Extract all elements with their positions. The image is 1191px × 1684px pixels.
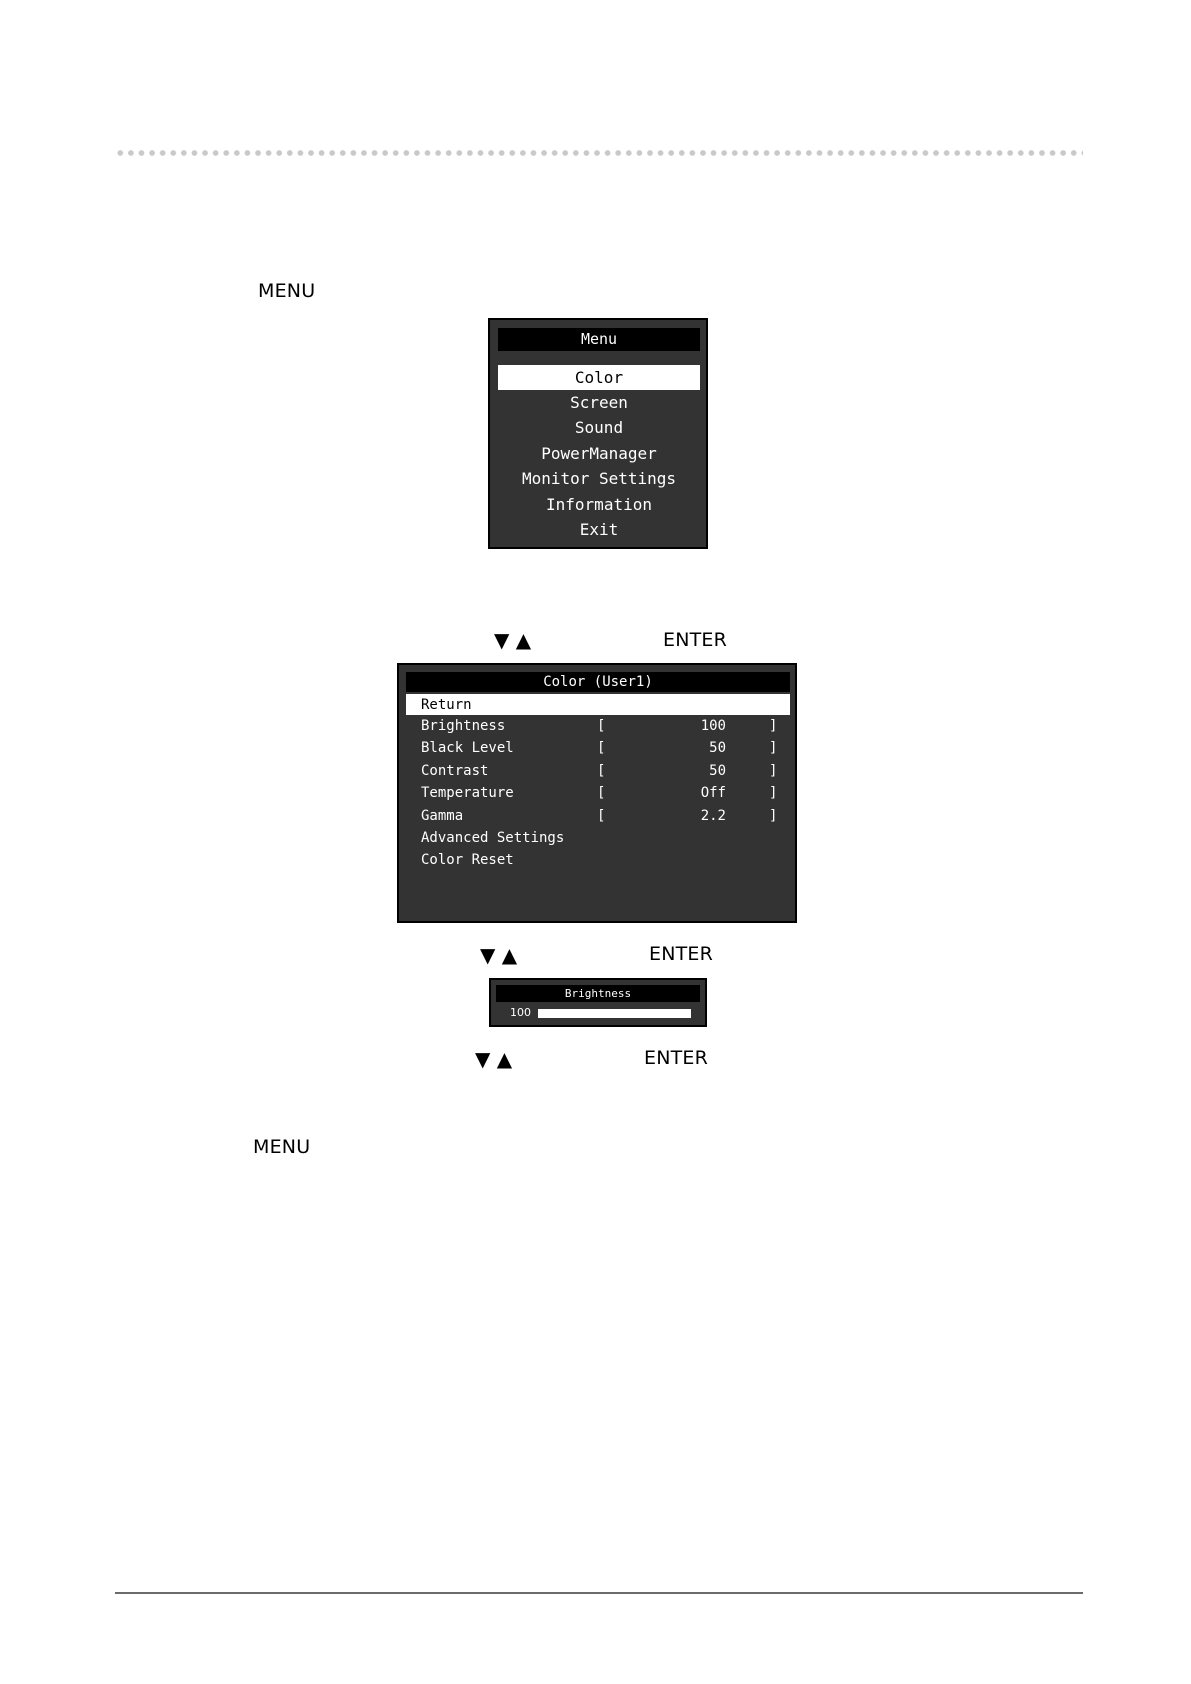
dotted-divider: [115, 149, 1083, 157]
enter-key-label: ENTER: [644, 1047, 709, 1069]
row-label: Gamma: [421, 807, 464, 824]
color-row-black-level[interactable]: [406, 737, 790, 759]
enter-key-label: ENTER: [663, 629, 728, 651]
color-row-gamma[interactable]: [406, 805, 790, 827]
row-value: 100: [700, 718, 726, 734]
row-label: Temperature: [421, 785, 514, 802]
row-value: 50: [709, 740, 726, 757]
right-bracket: ]: [769, 807, 778, 824]
menu-item-exit[interactable]: Exit: [579, 519, 619, 539]
menu-key-label: MENU: [258, 280, 316, 302]
brightness-slider[interactable]: [538, 1009, 691, 1018]
right-bracket: ]: [769, 718, 778, 734]
row-label: Contrast: [421, 762, 489, 779]
color-row-return[interactable]: [406, 694, 790, 715]
menu-item-powermanager[interactable]: PowerManager: [541, 443, 657, 463]
row-label: Black Level: [421, 740, 514, 757]
osd-menu-items: [498, 365, 700, 542]
osd-brightness-adjust: [489, 978, 707, 1027]
left-bracket: [: [597, 718, 606, 734]
color-row-contrast[interactable]: [406, 760, 790, 782]
left-bracket: [: [597, 740, 606, 757]
menu-item-screen[interactable]: Screen: [570, 393, 628, 412]
left-bracket: [: [597, 807, 606, 824]
footer-divider: [115, 1592, 1083, 1594]
row-label: Advanced Settings: [421, 829, 565, 846]
row-value: 50: [709, 762, 726, 779]
brightness-value: 100: [510, 1006, 531, 1019]
down-up-arrows-icon: ▼ ▲: [475, 1047, 513, 1071]
down-up-arrows-icon: ▼ ▲: [494, 628, 532, 652]
color-row-advanced-settings[interactable]: [406, 827, 790, 849]
row-label: Return: [421, 697, 472, 713]
menu-item-information[interactable]: Information: [546, 494, 652, 514]
menu-item-color[interactable]: Color: [498, 365, 700, 390]
color-row-color-reset[interactable]: [406, 849, 790, 871]
down-up-arrows-icon: ▼ ▲: [480, 943, 518, 967]
osd-menu-title: Menu: [498, 328, 700, 351]
color-menu-title: Color (User1): [406, 672, 790, 692]
color-row-temperature[interactable]: [406, 782, 790, 804]
brightness-slider-fill: [538, 1009, 691, 1018]
row-value: Off: [700, 785, 726, 802]
right-bracket: ]: [769, 740, 778, 757]
left-bracket: [: [597, 785, 606, 802]
menu-key-label: MENU: [253, 1136, 311, 1158]
row-label: Brightness: [421, 718, 506, 734]
menu-item-monitor-settings[interactable]: Monitor Settings: [521, 469, 677, 489]
enter-key-label: ENTER: [649, 943, 714, 965]
osd-main-menu: [488, 318, 708, 549]
brightness-adjust-title: Brightness: [496, 985, 700, 1002]
menu-item-sound[interactable]: Sound: [574, 418, 624, 438]
color-row-brightness[interactable]: [406, 715, 790, 737]
right-bracket: ]: [769, 785, 778, 802]
right-bracket: ]: [769, 762, 778, 779]
osd-color-menu: [397, 663, 797, 923]
color-menu-rows: [406, 694, 790, 872]
row-label: Color Reset: [421, 852, 514, 869]
left-bracket: [: [597, 762, 606, 779]
row-value: 2.2: [700, 807, 726, 824]
